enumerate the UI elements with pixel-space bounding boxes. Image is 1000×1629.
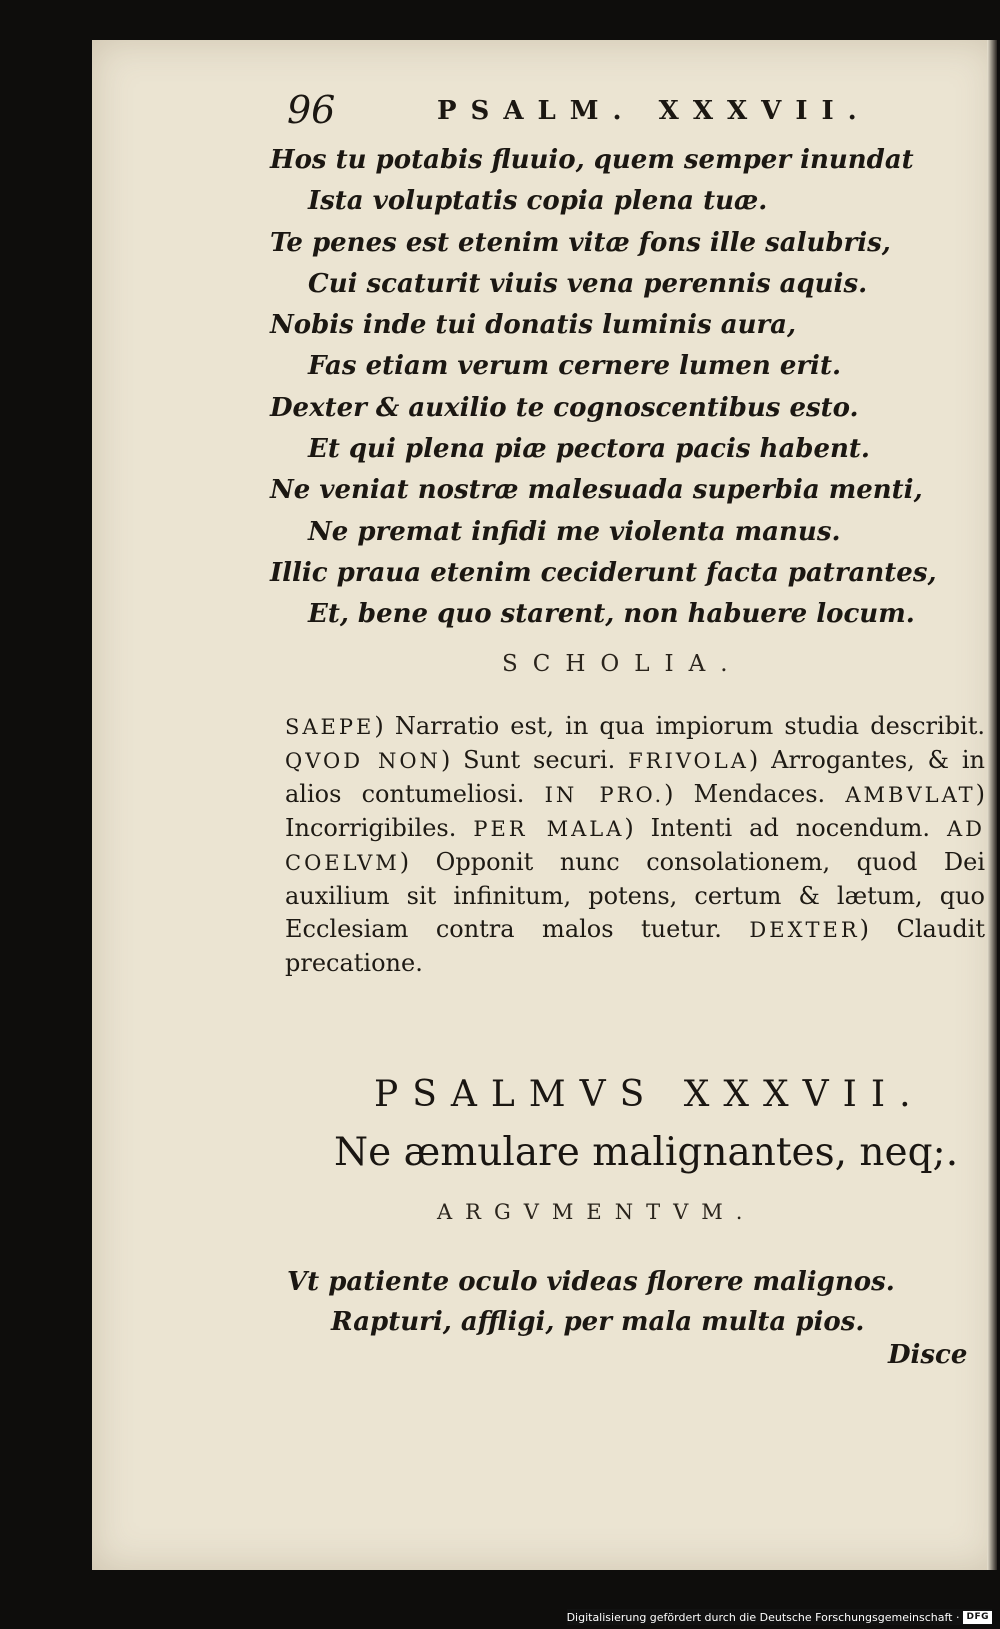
verse-line: Cui scaturit viuis vena perennis aquis. — [308, 268, 868, 299]
scholia-lemma: QVOD NON — [285, 749, 441, 773]
scholia-body — [285, 710, 985, 980]
scholia-gloss: ) Claudit precatione. — [285, 915, 985, 977]
scholia-gloss: ) Opponit nunc consolationem, quod Dei auxilium sit infinitum, potens, certum & lætum, quo Ecclesiam contra malos tuetur. — [285, 848, 985, 943]
scholia-lemma: IN PRO. — [544, 783, 665, 807]
verse-line: Ne premat infidi me violenta manus. — [308, 516, 841, 547]
scholia-gloss: ) Arrogantes, & in alios contumeliosi. — [285, 746, 985, 808]
scholia-lemma: FRIVOLA — [628, 749, 749, 773]
credit-text: Digitalisierung gefördert durch die Deutsche Forschungsgemeinschaft · — [566, 1610, 960, 1624]
scholia-gloss: ) Intenti ad nocendum. — [624, 814, 931, 842]
psalm-heading: PSALMVS XXXVII. — [374, 1074, 925, 1115]
verse-line: Te penes est etenim vitæ fons ille salubris, — [270, 227, 891, 258]
verse-line: Nobis inde tui donatis luminis aura, — [270, 310, 797, 341]
verse-line: Ista voluptatis copia plena tuæ. — [308, 186, 768, 217]
argumentum-line: Rapturi, affligi, per mala multa pios. — [331, 1307, 865, 1337]
scholia-lemma: DEXTER — [749, 918, 860, 942]
argumentum-line: Vt patiente oculo videas florere malignos. — [287, 1267, 895, 1297]
page-number: 96 — [287, 88, 336, 132]
argumentum-verse — [287, 1262, 895, 1342]
book-page — [92, 40, 997, 1570]
scholia-gloss: ) Sunt securi. — [440, 746, 616, 774]
running-title: PSALM. XXXVII. — [437, 96, 871, 126]
scholia-lemma: AD COELVM — [285, 817, 985, 875]
verse-line: Dexter & auxilio te cognoscentibus esto. — [270, 392, 859, 423]
verse-line: Et, bene quo starent, non habuere locum. — [308, 599, 915, 630]
psalm-incipit: Ne æmulare malignantes, neq;. — [334, 1130, 959, 1175]
verse-block — [270, 140, 990, 636]
verse-line: Et qui plena piæ pectora pacis habent. — [308, 434, 870, 465]
verse-line: Ne veniat nostræ malesuada superbia menti, — [270, 475, 923, 506]
verse-line: Fas etiam verum cernere lumen erit. — [308, 351, 841, 382]
verse-line: Illic praua etenim ceciderunt facta patrantes, — [270, 557, 937, 588]
running-head — [287, 88, 977, 140]
scholia-gloss: ) Narratio est, in qua impiorum studia describit. — [374, 712, 985, 740]
scholia-gloss: ) Mendaces. — [664, 780, 826, 808]
digitization-credit — [567, 1609, 992, 1625]
argumentum-heading: ARGVMENTVM. — [437, 1200, 756, 1224]
dfg-logo: DFG — [963, 1611, 992, 1624]
catchword: Disce — [888, 1340, 968, 1370]
scholia-heading: SCHOLIA. — [502, 651, 743, 677]
scholia-lemma: AMBVLAT — [845, 783, 976, 807]
scholia-lemma: PER MALA — [473, 817, 625, 841]
verse-line: Hos tu potabis fluuio, quem semper inundat — [270, 145, 914, 175]
scholia-gloss: ) Incorrigibiles. — [285, 780, 985, 842]
scholia-lemma: SAEPE — [285, 715, 375, 739]
